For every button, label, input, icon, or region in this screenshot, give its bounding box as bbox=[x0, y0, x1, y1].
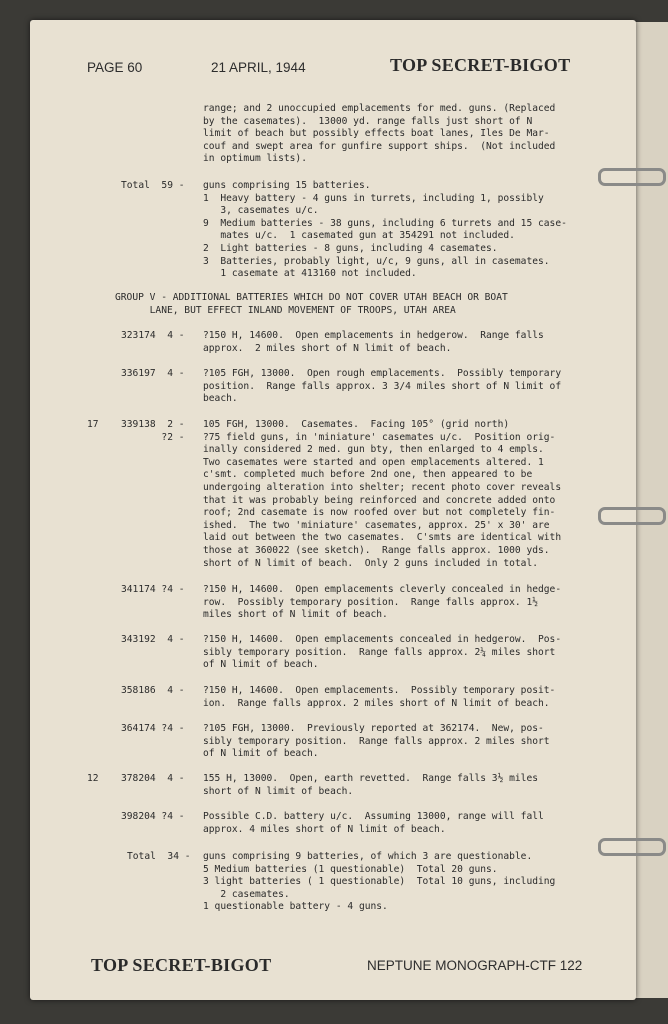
entry-label: 378204 4 - bbox=[121, 773, 185, 784]
entry-label: 336197 4 - bbox=[121, 368, 185, 379]
entry-text: 105 FGH, 13000. Casemates. Facing 105° (grid north) ?75 field guns, in 'miniature' casemates u/c. Position orig- inally considered 2 med. gun bty, then enlarged to 4 empls. Two casemates were started and open emplacements altered. 1 c'smt. completed much before 2nd one, then appeared to be undergoing alteration into shelter; recent photo cover reveals that it was probably being reinforced and concrete added onto roof; 2nd casemate is now roofed over but not completely fin- ished. The two 'miniature' casemates, approx. 25' x 30' are laid out between the two casemates. C'smts are identical with those at 360022 (see sketch). Range falls approx. 1000 yds. short of N limit of beach. Only 2 guns included in total. bbox=[203, 419, 562, 569]
entry-label: 398204 ?4 - bbox=[121, 811, 185, 822]
entry-label: 364174 ?4 - bbox=[121, 723, 185, 734]
entry-text: ?105 FGH, 13000. Open rough emplacements. Possibly temporary position. Range falls approx. 3 3/4 miles short of N limit of beach. bbox=[203, 368, 562, 405]
entry-text: Possible C.D. battery u/c. Assuming 13000, range will fall approx. 4 miles short of N limit of beach. bbox=[203, 811, 544, 835]
page-label: PAGE 60 bbox=[87, 60, 143, 75]
classification-header: TOP SECRET-BIGOT bbox=[390, 55, 571, 75]
entry-label: 358186 4 - bbox=[121, 685, 185, 696]
entry-text: ?150 H, 14600. Open emplacements concealed in hedgerow. Pos- sibly temporary position. Range falls approx. 2¼ miles short of N limit of beach. bbox=[203, 634, 562, 671]
entry-label: 343192 4 - bbox=[121, 634, 185, 645]
entry-text: ?150 H, 14600. Open emplacements cleverly concealed in hedge- row. Possibly temporary position. Range falls approx. 1½ miles short of N limit of beach. bbox=[203, 584, 562, 621]
intro-paragraph: range; and 2 unoccupied emplacements for med. guns. (Replaced by the casemates). 13000 yd. range falls just short of N limit of beach but possibly effects boat lanes, Iles De Mar- couf and swept area for gunfire support ships. (Not included in optimum lists). bbox=[203, 103, 556, 165]
entry-label: 339138 2 - ?2 - bbox=[121, 419, 185, 443]
entry-text: ?150 H, 14600. Open emplacements in hedgerow. Range falls approx. 2 miles short of N limit of beach. bbox=[203, 330, 544, 354]
margin-number: 17 bbox=[87, 419, 99, 430]
entry-text: ?105 FGH, 13000. Previously reported at 362174. New, pos- sibly temporary position. Range falls approx. 2 miles short of N limit of beach. bbox=[203, 723, 550, 760]
classification-footer: TOP SECRET-BIGOT bbox=[91, 955, 272, 975]
group-heading: GROUP V - ADDITIONAL BATTERIES WHICH DO NOT COVER UTAH BEACH OR BOAT LANE, BUT EFFECT INLAND MOVEMENT OF TROOPS, UTAH AREA bbox=[115, 292, 508, 316]
entry-label: 323174 4 - bbox=[121, 330, 185, 341]
monograph-reference: NEPTUNE MONOGRAPH-CTF 122 bbox=[367, 958, 583, 973]
total-label: Total 34 - bbox=[127, 851, 191, 862]
binder-ring bbox=[598, 168, 666, 186]
entry-text: 155 H, 13000. Open, earth revetted. Range falls 3½ miles short of N limit of beach. bbox=[203, 773, 539, 797]
binder-ring bbox=[598, 507, 666, 525]
binder-ring bbox=[598, 838, 666, 856]
margin-number: 12 bbox=[87, 773, 99, 784]
total-summary: guns comprising 15 batteries. 1 Heavy battery - 4 guns in turrets, including 1, possibly 3, casemates u/c. 9 Medium batteries - 38 guns, including 6 turrets and 15 case- mates u/c. 1 casemated gun at 354291 not included. 2 Light batteries - 8 guns, including 4 casemates. 3 Batteries, probably light, u/c, 9 guns, all in casemates. 1 casemate at 413160 not included. bbox=[203, 180, 567, 280]
entry-text: ?150 H, 14600. Open emplacements. Possibly temporary posit- ion. Range falls approx. 2 miles short of N limit of beach. bbox=[203, 685, 556, 709]
total-summary: guns comprising 9 batteries, of which 3 are questionable. 5 Medium batteries (1 questionable) Total 20 guns. 3 light batteries ( 1 questionable) Total 10 guns, including 2 casemates. 1 questionable battery - 4 guns. bbox=[203, 851, 556, 913]
document-date: 21 APRIL, 1944 bbox=[211, 60, 306, 75]
total-label: Total 59 - bbox=[121, 180, 185, 191]
entry-label: 341174 ?4 - bbox=[121, 584, 185, 595]
